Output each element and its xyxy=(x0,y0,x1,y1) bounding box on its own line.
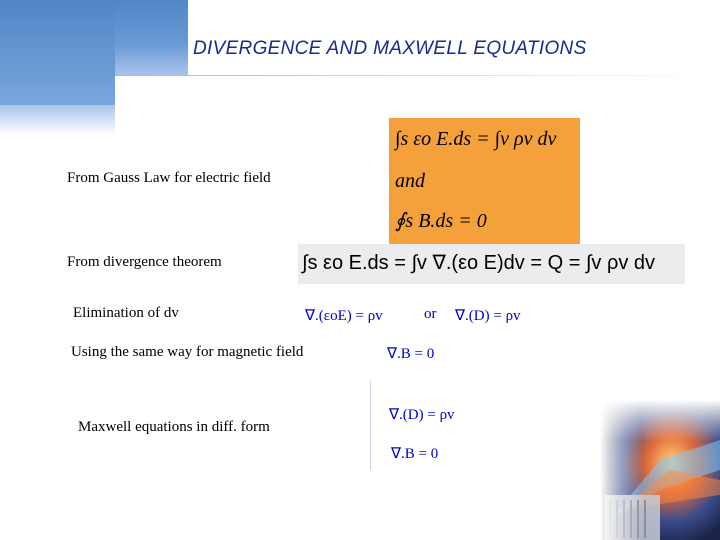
divergence-equation-box xyxy=(298,244,685,284)
header-decoration-column xyxy=(0,0,115,105)
divergence-equation: ∫s εo E.ds = ∫v ∇.(εo E)dv = Q = ∫v ρv dv xyxy=(302,252,656,274)
elimination-equation-1: ∇.(εoE) = ρv xyxy=(305,308,383,324)
header-decoration-fade xyxy=(0,105,115,135)
header-divider xyxy=(115,75,720,76)
maxwell-equation-1: ∇.(D) = ρv xyxy=(389,407,455,423)
maxwell-equation-2: ∇.B = 0 xyxy=(391,446,439,462)
gauss-equation-1: ∫s εo E.ds = ∫v ρv dv xyxy=(395,128,557,150)
maxwell-label: Maxwell equations in diff. form xyxy=(78,419,270,435)
decorative-photo-graphic xyxy=(600,400,720,540)
gauss-equation-box xyxy=(389,118,580,248)
magnetic-field-label: Using the same way for magnetic field xyxy=(71,344,304,360)
elimination-label: Elimination of dv xyxy=(73,305,179,321)
elimination-equation-2: ∇.(D) = ρv xyxy=(455,308,521,324)
decorative-photo xyxy=(600,400,720,540)
gauss-equation-2: ∮s B.ds = 0 xyxy=(395,210,487,232)
gauss-law-label: From Gauss Law for electric field xyxy=(67,170,271,186)
slide-title: DIVERGENCE AND MAXWELL EQUATIONS xyxy=(193,38,587,59)
divider-line xyxy=(370,380,371,470)
gauss-and: and xyxy=(395,170,425,192)
divergence-theorem-label: From divergence theorem xyxy=(67,254,222,270)
elimination-or: or xyxy=(424,306,437,322)
magnetic-result-equation: ∇.B = 0 xyxy=(387,346,435,362)
